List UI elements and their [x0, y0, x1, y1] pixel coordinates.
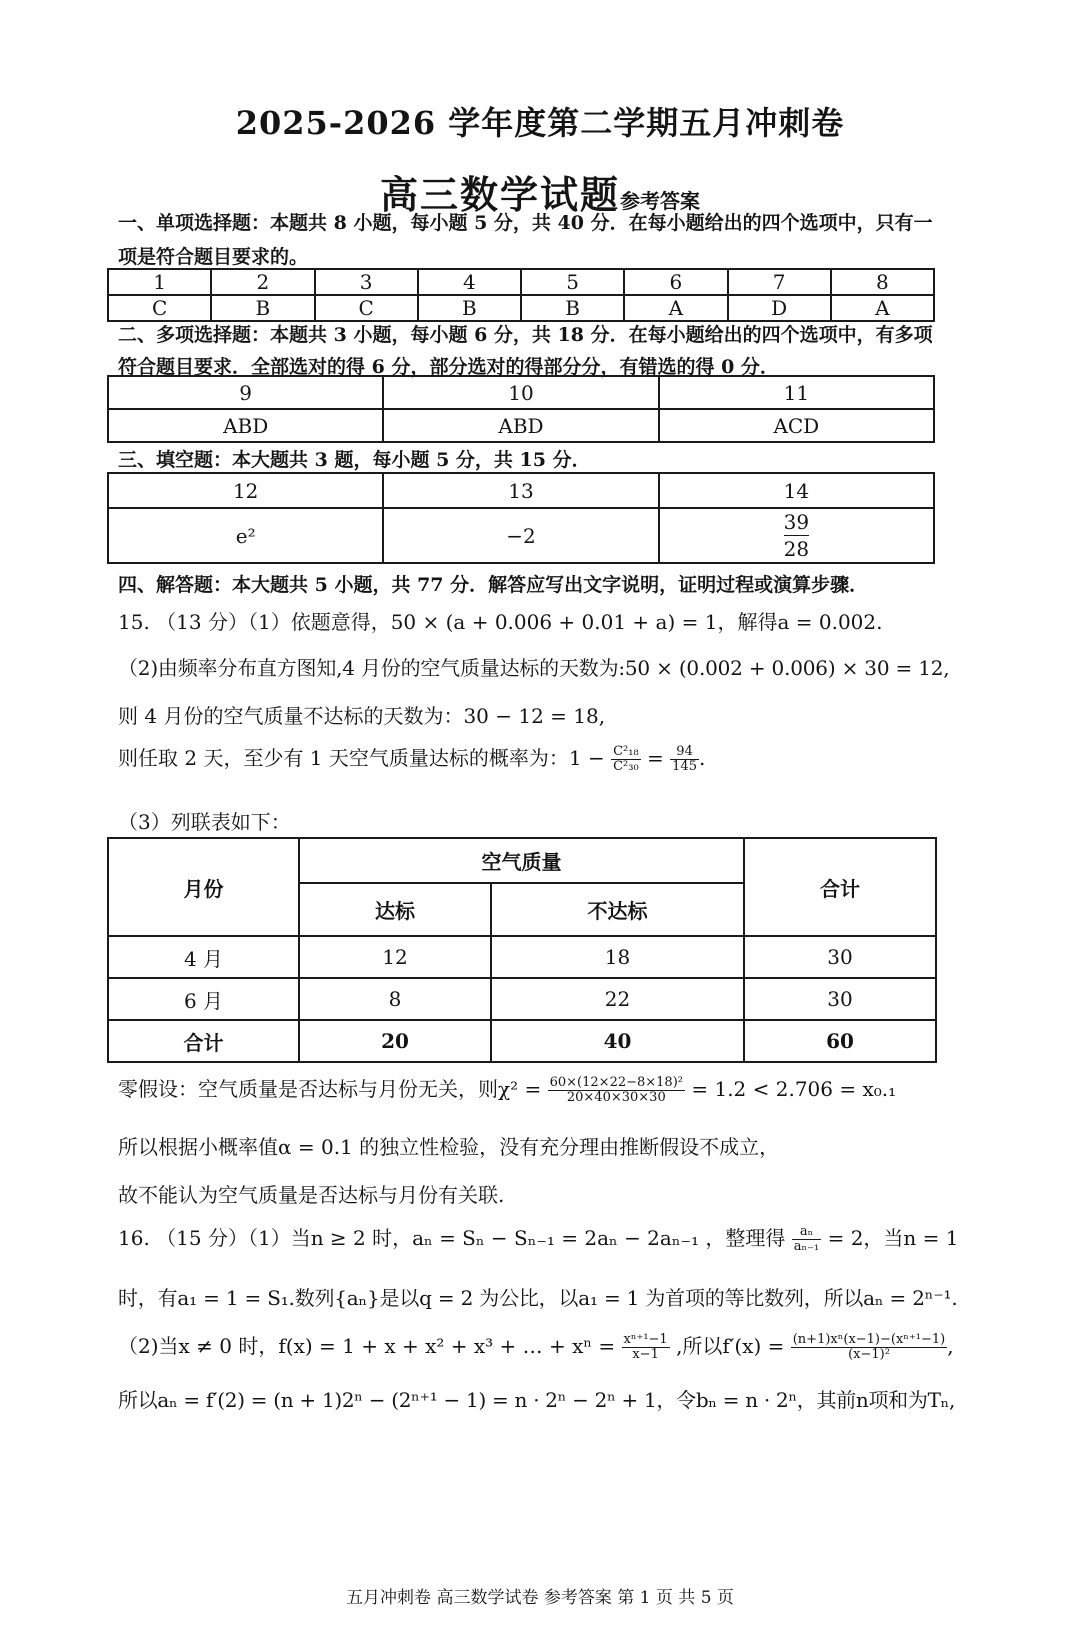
header-total: 合计: [744, 838, 936, 936]
combination-fraction: [611, 745, 641, 775]
section1-answer-3: C: [315, 295, 418, 321]
section2-answer-table: [107, 375, 935, 443]
section2-heading-line1: 二、多项选择题：本题共 3 小题，每小题 6 分，共 18 分．在每小题给出的四个选项中，有多项: [118, 324, 933, 346]
combination-denominator: C²₃₀: [613, 759, 639, 774]
header-pass: 达标: [299, 883, 491, 936]
section2-question-number-1: 9: [108, 376, 383, 409]
section1-question-number-4: 4: [418, 269, 521, 295]
section2-heading-line2: 符合题目要求．全部选对的得 6 分，部分选对的得部分分，有错选的得 0 分．: [118, 356, 779, 378]
section1-heading-line2: 项是符合题目要求的。: [118, 246, 309, 268]
section1-heading-line1: 一、单项选择题：本题共 8 小题，每小题 5 分，共 40 分．在每小题给出的四个选项中，只有一: [118, 212, 933, 234]
q16-part1-line1: [118, 1222, 959, 1254]
row-label: 合计: [108, 1020, 299, 1062]
section2-question-number-3: 11: [659, 376, 934, 409]
chi-square-numerator: 60×(12×22−8×18)²: [549, 1074, 683, 1090]
contingency-table: [107, 837, 937, 1063]
conclusion-line1: 所以根据小概率值α = 0.1 的独立性检验，没有充分理由推断假设不成立，: [118, 1135, 780, 1159]
section2-question-number-2: 10: [383, 376, 658, 409]
ratio-denominator: aₙ₋₁: [793, 1239, 820, 1254]
geometric-sum-denominator: x−1: [622, 1347, 670, 1362]
combination-numerator: C²₁₈: [613, 743, 639, 759]
probability-end: .: [698, 746, 706, 770]
geometric-sum-numerator: xⁿ⁺¹−1: [623, 1331, 668, 1347]
section2-answer-1: ABD: [108, 409, 383, 442]
q15-probability-line: [118, 742, 705, 774]
section2-answer-3: ACD: [659, 409, 934, 442]
page-footer: 五月冲刺卷 高三数学试卷 参考答案 第 1 页 共 5 页: [346, 1588, 734, 1608]
section1-question-number-6: 6: [624, 269, 727, 295]
section1-answer-8: A: [831, 295, 934, 321]
section1-answer-row: [108, 295, 934, 321]
geometric-sum-fraction: [622, 1333, 670, 1363]
row-label: 6 月: [108, 978, 299, 1020]
table-row: [108, 978, 936, 1020]
q16-line1-suffix: = 2，当n = 1: [827, 1226, 959, 1250]
q15-part3: （3）列联表如下：: [118, 810, 291, 834]
probability-prefix: 则任取 2 天，至少有 1 天空气质量达标的概率为：1 −: [118, 746, 605, 770]
section3-number-14: 14: [659, 473, 934, 508]
q15-part1: 15. （13 分）（1）依题意得，50 × (a + 0.006 + 0.01 + a) = 1，解得a = 0.002.: [118, 610, 883, 634]
section1-question-number-1: 1: [108, 269, 211, 295]
table-row-total: [108, 1020, 936, 1062]
q16-part1-line2: 时，有a₁ = 1 = S₁.数列{aₙ}是以q = 2 为公比，以a₁ = 1 为首项的等比数列，所以aₙ = 2ⁿ⁻¹.: [118, 1286, 958, 1310]
probability-numerator: 94: [676, 743, 693, 759]
section1-question-number-2: 2: [211, 269, 314, 295]
null-hypothesis-prefix: 零假设：空气质量是否达标与月份无关，则χ² =: [118, 1077, 542, 1101]
header-month: 月份: [108, 838, 299, 936]
row-total: 30: [744, 978, 936, 1020]
section3-answer-14: [659, 508, 934, 563]
answer14-numerator: 39: [783, 510, 810, 534]
section3-answer-table: [107, 472, 935, 564]
null-hypothesis-line: [118, 1073, 896, 1105]
section3-answer-13: −2: [383, 508, 658, 563]
row-pass: 8: [299, 978, 491, 1020]
section1-answer-4: B: [418, 295, 521, 321]
chi-square-fraction: [548, 1076, 685, 1106]
section1-answer-7: D: [728, 295, 831, 321]
q15-part2: （2)由频率分布直方图知,4 月份的空气质量达标的天数为:50 × (0.002 + 0.006) × 30 = 12,: [118, 656, 950, 680]
q16-line1-prefix: 16. （15 分）（1）当n ≥ 2 时，aₙ = Sₙ − Sₙ₋₁ = 2aₙ − 2aₙ₋₁ ，整理得: [118, 1226, 786, 1250]
header-fail: 不达标: [491, 883, 744, 936]
row-pass: 20: [299, 1020, 491, 1062]
probability-equals: =: [647, 746, 664, 770]
ratio-fraction: [792, 1225, 821, 1255]
row-total: 30: [744, 936, 936, 978]
ratio-numerator: aₙ: [799, 1223, 814, 1239]
section1-question-number-8: 8: [831, 269, 934, 295]
row-pass: 12: [299, 936, 491, 978]
subtitle-suffix: 参考答案: [620, 189, 700, 213]
derivative-numerator: (n+1)xⁿ(x−1)−(xⁿ⁺¹−1): [792, 1331, 946, 1347]
section1-answer-1: C: [108, 295, 211, 321]
section3-number-12: 12: [108, 473, 383, 508]
exam-title: 2025-2026 学年度第二学期五月冲刺卷: [235, 104, 845, 142]
section1-answer-6: A: [624, 295, 727, 321]
header-air-quality: 空气质量: [299, 838, 744, 883]
derivative-denominator: (x−1)²: [791, 1347, 948, 1362]
q16-line3-prefix: （2)当x ≠ 0 时，f(x) = 1 + x + x² + x³ + … + xⁿ =: [118, 1334, 616, 1358]
section3-number-13: 13: [383, 473, 658, 508]
q16-line3-mid: ,所以f′(x) =: [676, 1334, 785, 1358]
section2-number-row: [108, 376, 934, 409]
row-fail: 22: [491, 978, 744, 1020]
q16-line3-end: ,: [947, 1334, 954, 1358]
conclusion-line2: 故不能认为空气质量是否达标与月份有关联.: [118, 1183, 505, 1207]
null-hypothesis-suffix: = 1.2 < 2.706 = x₀.₁: [691, 1077, 897, 1101]
section1-question-number-5: 5: [521, 269, 624, 295]
probability-denominator: 145: [672, 759, 697, 774]
subtitle-main: 高三数学试题: [379, 172, 620, 217]
q16-part2-line1: [118, 1330, 954, 1362]
chi-square-denominator: 20×40×30×30: [548, 1090, 685, 1105]
answer14-fraction: [784, 509, 809, 562]
answer14-denominator: 28: [783, 537, 810, 561]
q15-part2-fail-days: 则 4 月份的空气质量不达标的天数为：30 − 12 = 18,: [118, 704, 606, 728]
derivative-fraction: [791, 1333, 948, 1363]
probability-fraction: [670, 745, 699, 775]
row-fail: 40: [491, 1020, 744, 1062]
section1-question-number-3: 3: [315, 269, 418, 295]
row-label: 4 月: [108, 936, 299, 978]
table-row: [108, 936, 936, 978]
section1-question-number-7: 7: [728, 269, 831, 295]
section1-number-row: [108, 269, 934, 295]
section2-answer-row: [108, 409, 934, 442]
row-fail: 18: [491, 936, 744, 978]
section4-heading: 四、解答题：本大题共 5 小题，共 77 分．解答应写出文字说明，证明过程或演算步骤．: [118, 574, 869, 596]
section1-answer-5: B: [521, 295, 624, 321]
section1-answer-table: [107, 268, 935, 322]
section1-answer-2: B: [211, 295, 314, 321]
section3-heading: 三、填空题：本大题共 3 题，每小题 5 分，共 15 分．: [118, 449, 591, 471]
section2-answer-2: ABD: [383, 409, 658, 442]
q16-part2-line2: 所以aₙ = f′(2) = (n + 1)2ⁿ − (2ⁿ⁺¹ − 1) = n · 2ⁿ − 2ⁿ + 1，令bₙ = n · 2ⁿ，其前n项和为Tₙ,: [118, 1388, 956, 1412]
row-total: 60: [744, 1020, 936, 1062]
section3-answer-12: e²: [108, 508, 383, 563]
